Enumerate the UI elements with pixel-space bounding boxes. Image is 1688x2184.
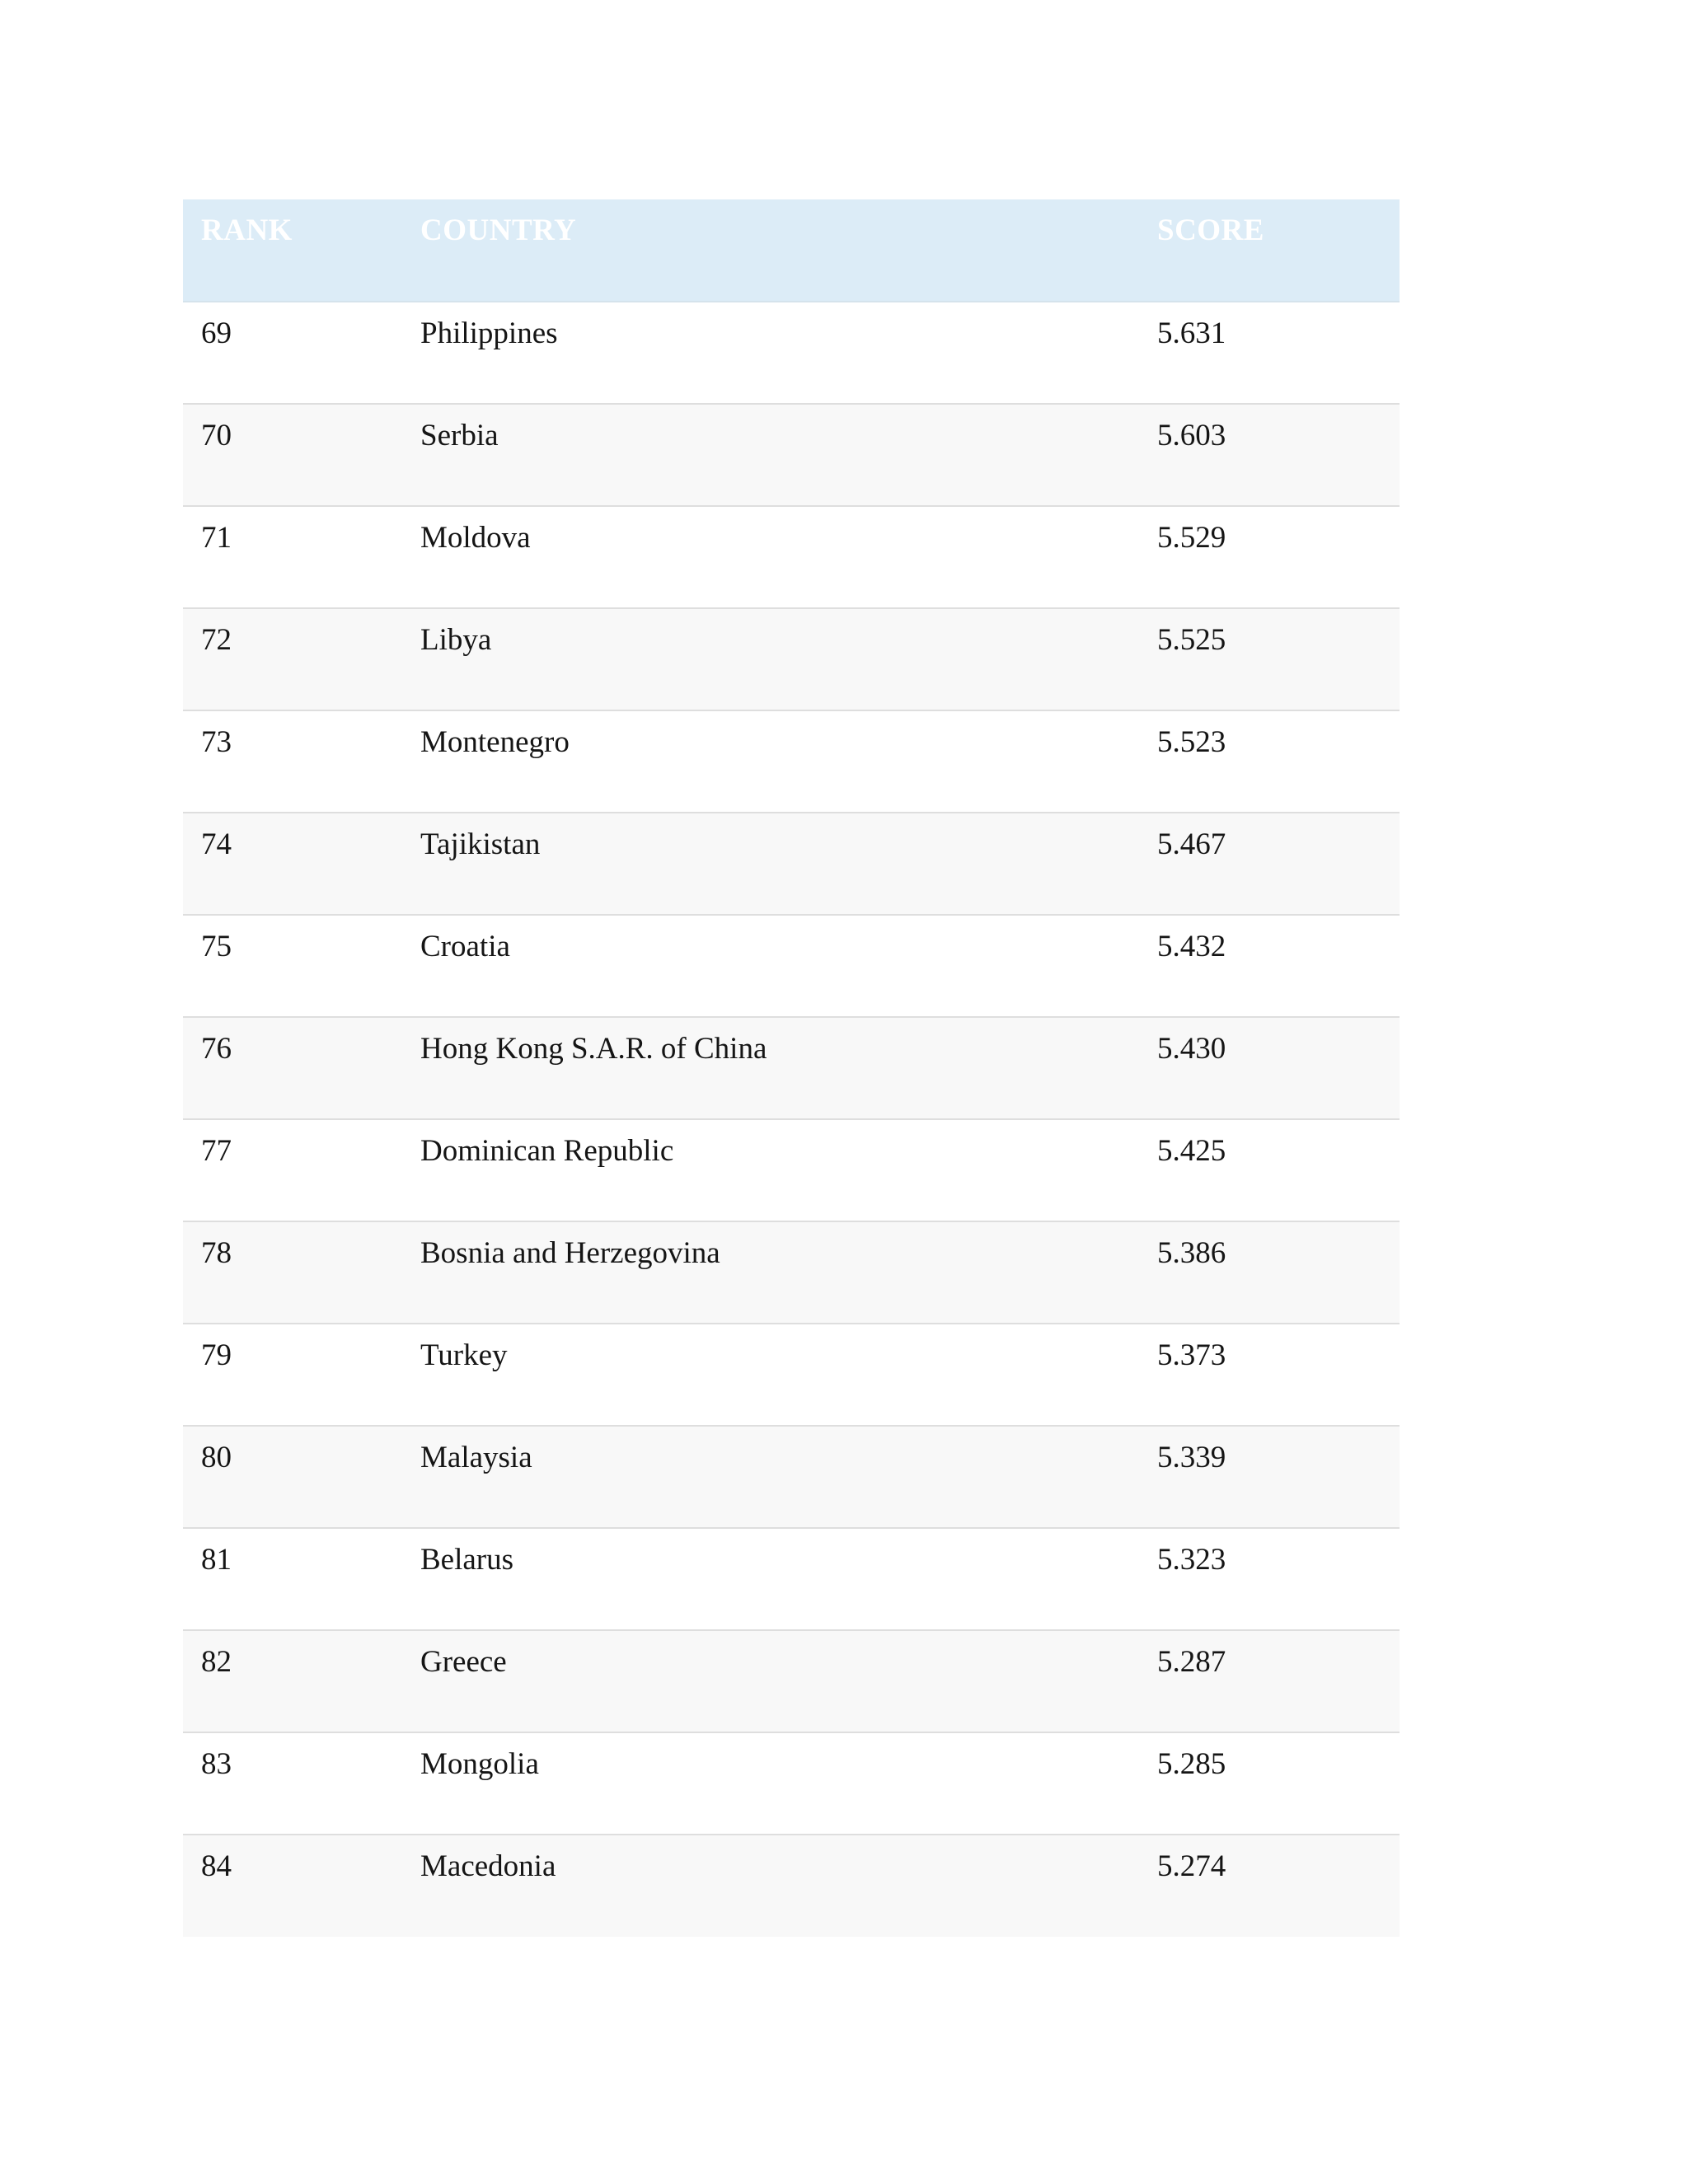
table-header (183, 199, 1400, 302)
score-cell: 5.525 (1157, 623, 1226, 657)
country-cell: Belarus (420, 1543, 514, 1577)
table-row (183, 608, 1400, 710)
rank-cell: 70 (201, 419, 232, 452)
country-cell: Dominican Republic (420, 1134, 674, 1168)
table-row (183, 813, 1400, 915)
header-row (183, 199, 1400, 302)
rank-cell: 69 (201, 316, 232, 350)
header-rank: RANK (201, 213, 293, 247)
rank-cell: 77 (201, 1134, 232, 1168)
table-row (183, 1835, 1400, 1937)
country-cell: Tajikistan (420, 827, 541, 861)
country-cell: Mongolia (420, 1747, 539, 1781)
rank-cell: 74 (201, 827, 232, 861)
rank-cell: 76 (201, 1032, 232, 1066)
country-cell: Greece (420, 1645, 507, 1679)
score-cell: 5.323 (1157, 1543, 1226, 1577)
table-row (183, 1017, 1400, 1119)
score-cell: 5.430 (1157, 1032, 1226, 1066)
table-row (183, 302, 1400, 404)
score-cell: 5.339 (1157, 1441, 1226, 1474)
rank-cell: 81 (201, 1543, 232, 1577)
rank-cell: 84 (201, 1849, 232, 1883)
score-cell: 5.285 (1157, 1747, 1226, 1781)
rank-cell: 75 (201, 930, 232, 963)
score-cell: 5.386 (1157, 1236, 1226, 1270)
table-body (183, 302, 1400, 1937)
table-row (183, 404, 1400, 506)
score-cell: 5.467 (1157, 827, 1226, 861)
rank-cell: 82 (201, 1645, 232, 1679)
score-cell: 5.373 (1157, 1338, 1226, 1372)
header-country: COUNTRY (420, 213, 577, 247)
score-cell: 5.425 (1157, 1134, 1226, 1168)
table-row (183, 915, 1400, 1017)
country-cell: Philippines (420, 316, 558, 350)
score-cell: 5.523 (1157, 725, 1226, 759)
score-cell: 5.287 (1157, 1645, 1226, 1679)
score-cell: 5.274 (1157, 1849, 1226, 1883)
table-row (183, 1119, 1400, 1221)
ranking-table (183, 199, 1400, 1937)
header-score: SCORE (1157, 213, 1264, 247)
score-cell: 5.631 (1157, 316, 1226, 350)
rank-cell: 72 (201, 623, 232, 657)
rank-cell: 80 (201, 1441, 232, 1474)
table-row (183, 1732, 1400, 1835)
country-cell: Macedonia (420, 1849, 556, 1883)
country-cell: Bosnia and Herzegovina (420, 1236, 720, 1270)
table-row (183, 506, 1400, 608)
rank-cell: 73 (201, 725, 232, 759)
rank-cell: 79 (201, 1338, 232, 1372)
score-cell: 5.529 (1157, 521, 1226, 555)
table-row (183, 1630, 1400, 1732)
country-cell: Turkey (420, 1338, 508, 1372)
rank-cell: 71 (201, 521, 232, 555)
country-cell: Malaysia (420, 1441, 532, 1474)
score-cell: 5.432 (1157, 930, 1226, 963)
country-cell: Moldova (420, 521, 531, 555)
country-cell: Croatia (420, 930, 510, 963)
table-row (183, 1426, 1400, 1528)
table-row (183, 710, 1400, 813)
table-row (183, 1528, 1400, 1630)
table-row (183, 1324, 1400, 1426)
country-cell: Libya (420, 623, 492, 657)
score-cell: 5.603 (1157, 419, 1226, 452)
country-cell: Montenegro (420, 725, 570, 759)
table-row (183, 1221, 1400, 1324)
rank-cell: 83 (201, 1747, 232, 1781)
country-cell: Hong Kong S.A.R. of China (420, 1032, 767, 1066)
country-cell: Serbia (420, 419, 499, 452)
rank-cell: 78 (201, 1236, 232, 1270)
